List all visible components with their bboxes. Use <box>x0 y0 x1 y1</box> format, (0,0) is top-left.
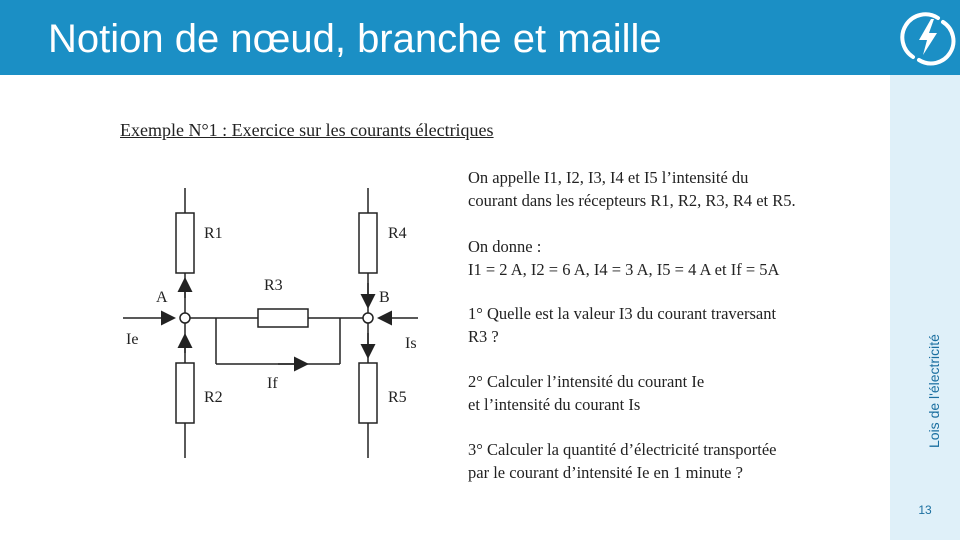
exercise-title: Exemple N°1 : Exercice sur les courants électriques <box>120 120 494 140</box>
page-number: 13 <box>918 503 932 517</box>
paragraph-3-line-1: 1° Quelle est la valeur I3 du courant traversant <box>468 304 777 323</box>
resistor-r2 <box>176 363 194 423</box>
paragraph-5-line-2: par le courant d’intensité Ie en 1 minute ? <box>468 463 743 482</box>
side-vertical-text: Lois de l'électricité <box>926 334 942 448</box>
label-ie: Ie <box>126 331 139 348</box>
label-r4: R4 <box>388 225 407 242</box>
node-a <box>180 313 190 323</box>
paragraph-4 <box>468 370 818 416</box>
paragraph-4-line-2: et l’intensité du courant Is <box>468 395 641 414</box>
label-r1: R1 <box>204 225 223 242</box>
label-if: If <box>267 375 278 392</box>
paragraph-2-line-1: On donne : <box>468 237 542 256</box>
side-panel <box>890 0 960 540</box>
circuit-diagram <box>118 168 458 518</box>
resistor-r3 <box>258 309 308 327</box>
paragraph-2-line-2: I1 = 2 A, I2 = 6 A, I4 = 3 A, I5 = 4 A et If = 5A <box>468 260 780 279</box>
paragraph-1-line-2: courant dans les récepteurs R1, R2, R3, R4 et R5. <box>468 191 796 210</box>
resistor-r1 <box>176 213 194 273</box>
label-is: Is <box>405 335 417 352</box>
paragraph-1 <box>468 166 818 212</box>
paragraph-3-line-2: R3 ? <box>468 327 499 346</box>
slide-title: Notion de nœud, branche et maille <box>48 17 662 61</box>
paragraph-5 <box>468 438 818 484</box>
paragraph-5-line-1: 3° Calculer la quantité d’électricité transportée <box>468 440 777 459</box>
node-b <box>363 313 373 323</box>
label-r2: R2 <box>204 389 223 406</box>
lightning-bolt-icon <box>900 7 956 67</box>
resistor-r5 <box>359 363 377 423</box>
label-r5: R5 <box>388 389 407 406</box>
label-node-a: A <box>156 289 168 306</box>
paragraph-3 <box>468 302 818 348</box>
resistor-r4 <box>359 213 377 273</box>
exercise-document <box>118 118 818 493</box>
paragraph-2 <box>468 235 818 281</box>
label-r3: R3 <box>264 277 283 294</box>
label-node-b: B <box>379 289 390 306</box>
paragraph-4-line-1: 2° Calculer l’intensité du courant Ie <box>468 372 705 391</box>
paragraph-1-line-1: On appelle I1, I2, I3, I4 et I5 l’intensité du <box>468 168 749 187</box>
